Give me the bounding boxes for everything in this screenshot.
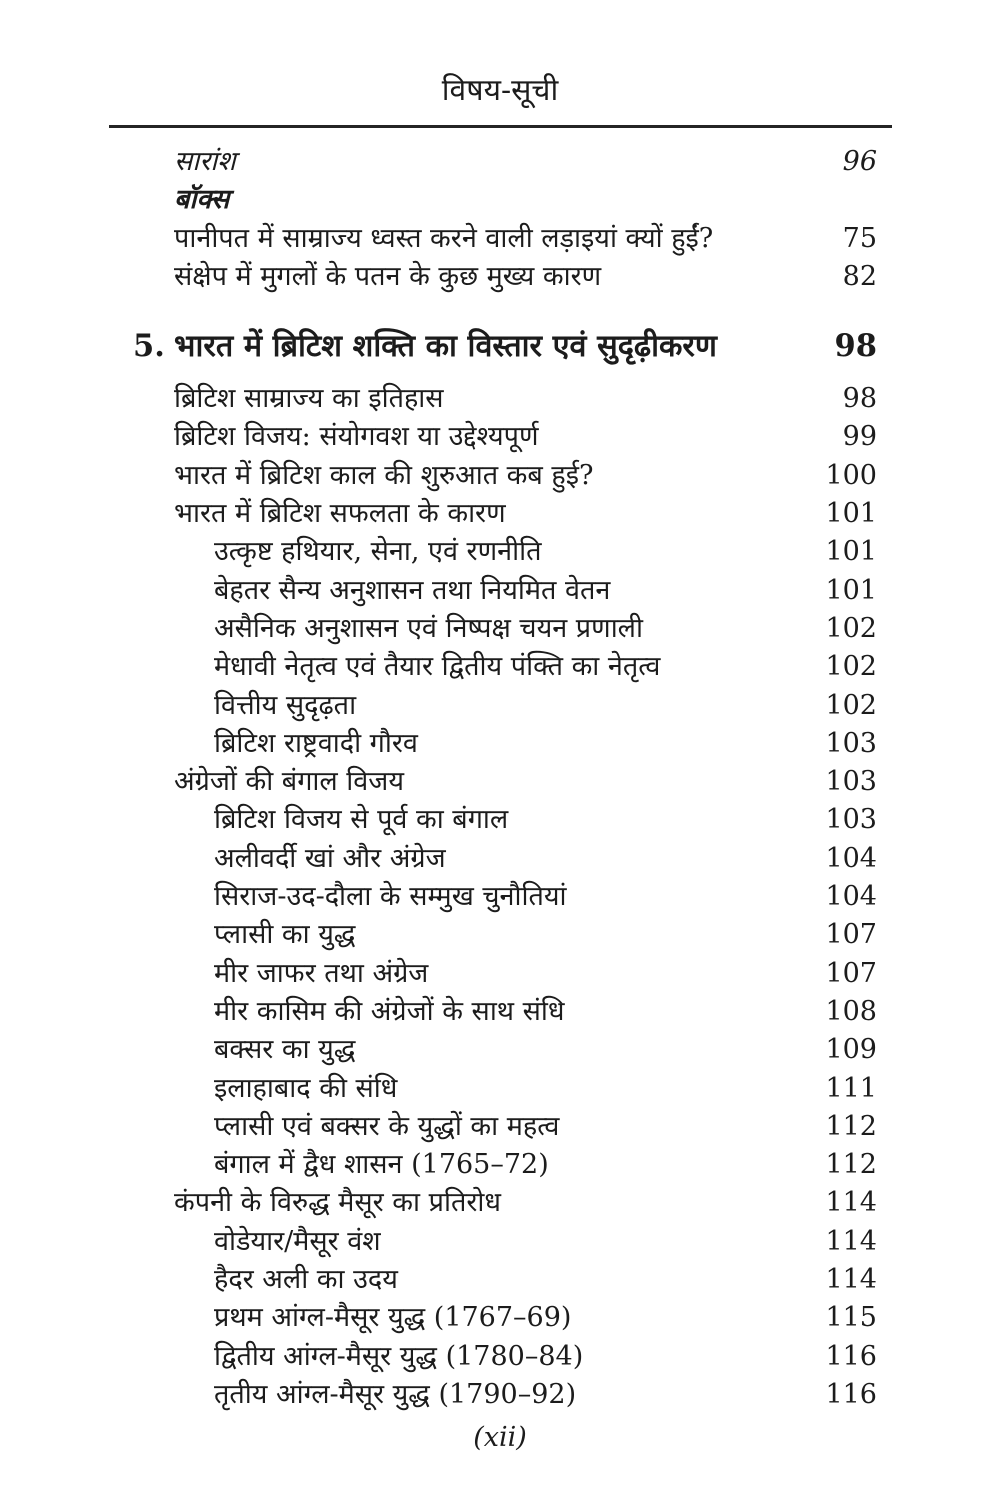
toc-entry-page: 82	[842, 260, 877, 292]
toc-row	[214, 648, 877, 686]
toc-entry-page: 109	[825, 1034, 877, 1066]
toc-entry-label: द्वितीय आंग्ल-मैसूर युद्ध (1780–84)	[214, 1340, 584, 1372]
toc-entry-label: प्रथम आंग्ल-मैसूर युद्ध (1767–69)	[214, 1302, 572, 1334]
toc-entry-page: 103	[825, 766, 877, 798]
page-title: विषय-सूची	[441, 73, 559, 108]
toc-row	[214, 1223, 877, 1261]
chapter-number: 5.	[133, 328, 165, 365]
toc-entry-label: पानीपत में साम्राज्य ध्वस्त करने वाली लड़ाइयां क्यों हुईं?	[174, 222, 714, 254]
toc-entry-label: अंग्रेजों की बंगाल विजय	[174, 766, 404, 798]
toc-entry-page: 116	[825, 1378, 877, 1410]
toc-row	[214, 1261, 877, 1299]
toc-row	[214, 687, 877, 725]
toc-entry-page: 112	[825, 1110, 877, 1142]
toc-entry-page: 107	[825, 957, 877, 989]
toc-row	[174, 495, 877, 533]
toc-entry-label: प्लासी का युद्ध	[214, 919, 356, 951]
toc-entry-label: ब्रिटिश राष्ट्रवादी गौरव	[214, 727, 418, 759]
toc-entry-label: तृतीय आंग्ल-मैसूर युद्ध (1790–92)	[214, 1378, 577, 1410]
toc-row	[214, 1338, 877, 1376]
toc-row	[174, 380, 877, 418]
toc-entry-page: 103	[825, 727, 877, 759]
toc-entry-page: 75	[842, 222, 877, 254]
toc-row	[174, 143, 877, 181]
toc-entry-label: बेहतर सैन्य अनुशासन तथा नियमित वेतन	[214, 574, 611, 606]
toc-row	[174, 181, 877, 219]
toc-row	[214, 1376, 877, 1414]
toc-entry-page: 104	[825, 881, 877, 913]
toc-entry-label: वित्तीय सुदृढ़ता	[214, 689, 357, 721]
toc-entry-label: बॉक्स	[174, 184, 230, 216]
toc-entry-page: 100	[825, 459, 877, 491]
toc-row	[174, 1184, 877, 1222]
toc-entry-page: 116	[825, 1340, 877, 1372]
toc-entry-page: 115	[825, 1302, 877, 1334]
toc-row	[214, 955, 877, 993]
toc-entry-label: भारत में ब्रिटिश काल की शुरुआत कब हुई?	[174, 459, 594, 491]
toc-entry-page: 114	[825, 1187, 877, 1219]
toc-entry-label: असैनिक अनुशासन एवं निष्पक्ष चयन प्रणाली	[214, 612, 643, 644]
toc-entry-label: कंपनी के विरुद्ध मैसूर का प्रतिरोध	[174, 1187, 501, 1219]
toc-row	[214, 993, 877, 1031]
toc-row	[174, 418, 877, 456]
toc-entry-label: ब्रिटिश साम्राज्य का इतिहास	[174, 383, 444, 415]
toc-row	[214, 840, 877, 878]
toc-entry-page: 102	[825, 612, 877, 644]
toc-entry-label: भारत में ब्रिटिश सफलता के कारण	[174, 498, 506, 530]
toc-entry-label: उत्कृष्ट हथियार, सेना, एवं रणनीति	[214, 536, 542, 568]
toc-row	[214, 533, 877, 571]
toc-row	[214, 801, 877, 839]
toc-row	[214, 1108, 877, 1146]
toc-entry-label: अलीवर्दी खां और अंग्रेज	[214, 842, 446, 874]
toc-entry-label: ब्रिटिश विजय: संयोगवश या उद्देश्यपूर्ण	[174, 421, 539, 453]
toc-list	[0, 143, 1000, 1414]
toc-row	[214, 1146, 877, 1184]
page-footer	[0, 1419, 1000, 1457]
toc-entry-label: वोडेयार/मैसूर वंश	[214, 1225, 381, 1257]
toc-entry-label: बंगाल में द्वैध शासन (1765–72)	[214, 1149, 549, 1181]
toc-entry-page: 102	[825, 651, 877, 683]
chapter-page: 98	[834, 328, 877, 365]
chapter-row	[133, 325, 877, 367]
toc-entry-page: 99	[842, 421, 877, 453]
toc-entry-page: 104	[825, 842, 877, 874]
toc-entry-label: बक्सर का युद्ध	[214, 1034, 356, 1066]
toc-entry-page: 108	[825, 995, 877, 1027]
toc-entry-page: 101	[825, 536, 877, 568]
toc-entry-page: 114	[825, 1264, 877, 1296]
toc-entry-label: सिराज-उद-दौला के सम्मुख चुनौतियां	[214, 881, 567, 913]
toc-row	[214, 1299, 877, 1337]
chapter-title: भारत में ब्रिटिश शक्ति का विस्तार एवं सुदृढ़ीकरण	[174, 328, 717, 365]
toc-row	[174, 220, 877, 258]
toc-entry-label: हैदर अली का उदय	[214, 1264, 398, 1296]
toc-entry-page: 114	[825, 1225, 877, 1257]
toc-entry-page: 96	[842, 146, 877, 177]
folio-number: (xii)	[473, 1422, 527, 1454]
toc-row	[174, 258, 877, 296]
toc-row	[174, 763, 877, 801]
toc-entry-page: 112	[825, 1149, 877, 1181]
toc-entry-page: 101	[825, 574, 877, 606]
toc-row	[214, 725, 877, 763]
toc-entry-page: 111	[825, 1072, 877, 1104]
toc-row	[214, 1070, 877, 1108]
toc-row	[214, 916, 877, 954]
header-divider	[109, 125, 892, 128]
toc-entry-page: 107	[825, 919, 877, 951]
toc-entry-page: 103	[825, 804, 877, 836]
toc-entry-label: इलाहाबाद की संधि	[214, 1072, 398, 1104]
toc-entry-page: 102	[825, 689, 877, 721]
toc-entry-label: प्लासी एवं बक्सर के युद्धों का महत्व	[214, 1110, 560, 1142]
toc-entry-label: मीर जाफर तथा अंग्रेज	[214, 957, 429, 989]
toc-entry-label: मेधावी नेतृत्व एवं तैयार द्वितीय पंक्ति का नेतृत्व	[214, 651, 661, 683]
toc-entry-page: 98	[842, 383, 877, 415]
toc-row	[214, 1031, 877, 1069]
toc-entry-page: 101	[825, 498, 877, 530]
toc-row	[214, 610, 877, 648]
toc-entry-label: संक्षेप में मुगलों के पतन के कुछ मुख्य कारण	[174, 260, 602, 292]
toc-row	[214, 878, 877, 916]
toc-entry-label: ब्रिटिश विजय से पूर्व का बंगाल	[214, 804, 509, 836]
toc-row	[214, 572, 877, 610]
toc-row	[174, 457, 877, 495]
toc-entry-label: मीर कासिम की अंग्रेजों के साथ संधि	[214, 995, 565, 1027]
toc-entry-label: सारांश	[174, 146, 236, 177]
